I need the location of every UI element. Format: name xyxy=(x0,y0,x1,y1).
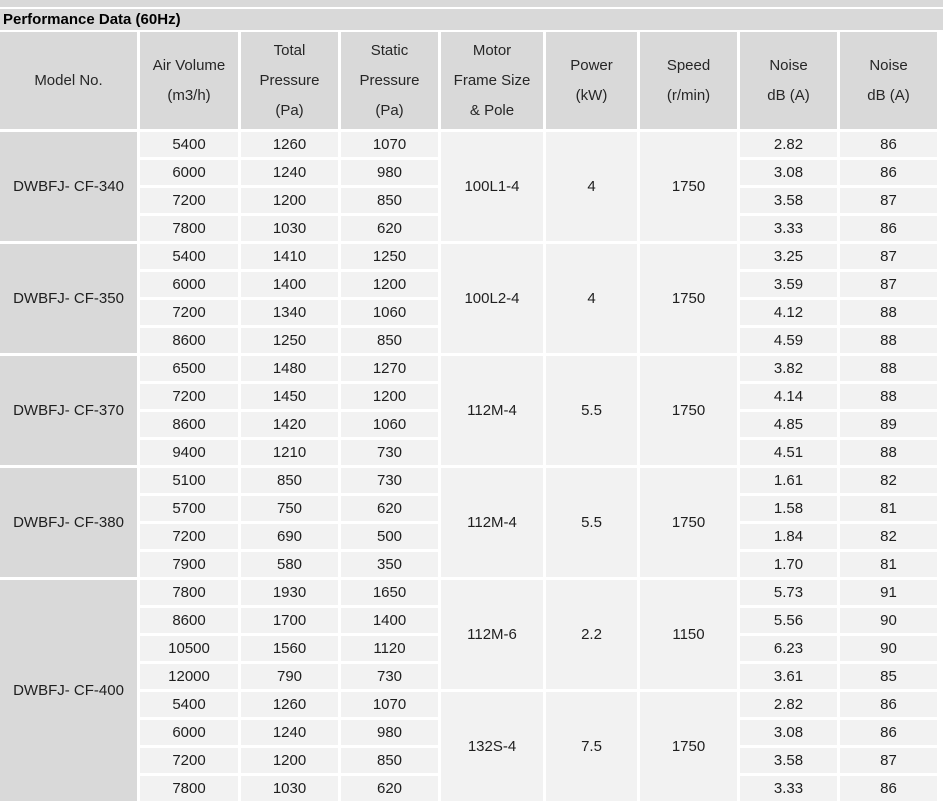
noise-2-cell: 88 xyxy=(840,328,937,353)
motor-frame-cell: 112M-6 xyxy=(441,580,543,689)
motor-frame-cell: 100L1-4 xyxy=(441,132,543,241)
air-volume-cell: 6000 xyxy=(140,720,238,745)
column-header-speed xyxy=(640,32,737,129)
total-pressure-cell: 580 xyxy=(241,552,338,577)
noise-cell: 4.59 xyxy=(740,328,837,353)
noise-cell: 4.51 xyxy=(740,440,837,465)
noise-cell: 3.58 xyxy=(740,188,837,213)
speed-cell: 1750 xyxy=(640,692,737,801)
section-title-bar xyxy=(0,9,943,30)
noise-cell: 1.84 xyxy=(740,524,837,549)
air-volume-cell: 5400 xyxy=(140,692,238,717)
noise-2-cell: 82 xyxy=(840,524,937,549)
noise-cell: 3.33 xyxy=(740,776,837,801)
noise-cell: 3.58 xyxy=(740,748,837,773)
noise-cell: 3.61 xyxy=(740,664,837,689)
noise-cell: 5.56 xyxy=(740,608,837,633)
column-header-air xyxy=(140,32,238,129)
air-volume-cell: 7200 xyxy=(140,300,238,325)
total-pressure-cell: 1410 xyxy=(241,244,338,269)
air-volume-cell: 5400 xyxy=(140,244,238,269)
air-volume-cell: 7200 xyxy=(140,748,238,773)
total-pressure-cell: 1240 xyxy=(241,160,338,185)
static-pressure-cell: 1200 xyxy=(341,272,438,297)
noise-2-cell: 88 xyxy=(840,356,937,381)
static-pressure-cell: 730 xyxy=(341,468,438,493)
model-cell: DWBFJ- CF-370 xyxy=(0,356,137,465)
noise-cell: 6.23 xyxy=(740,636,837,661)
total-pressure-cell: 1400 xyxy=(241,272,338,297)
column-header-power xyxy=(546,32,637,129)
static-pressure-cell: 730 xyxy=(341,664,438,689)
total-pressure-cell: 1260 xyxy=(241,692,338,717)
noise-2-cell: 87 xyxy=(840,188,937,213)
noise-2-cell: 85 xyxy=(840,664,937,689)
speed-cell: 1750 xyxy=(640,244,737,353)
total-pressure-cell: 1260 xyxy=(241,132,338,157)
static-pressure-cell: 1060 xyxy=(341,412,438,437)
column-header-static xyxy=(341,32,438,129)
air-volume-cell: 7900 xyxy=(140,552,238,577)
performance-table xyxy=(0,29,940,804)
air-volume-cell: 8600 xyxy=(140,328,238,353)
static-pressure-cell: 980 xyxy=(341,720,438,745)
column-header-line: (r/min) xyxy=(666,86,711,104)
power-cell: 4 xyxy=(546,244,637,353)
air-volume-cell: 7200 xyxy=(140,384,238,409)
static-pressure-cell: 850 xyxy=(341,328,438,353)
static-pressure-cell: 980 xyxy=(341,160,438,185)
air-volume-cell: 9400 xyxy=(140,440,238,465)
table-row xyxy=(0,580,937,605)
noise-cell: 4.85 xyxy=(740,412,837,437)
noise-2-cell: 86 xyxy=(840,776,937,801)
noise-cell: 3.08 xyxy=(740,160,837,185)
column-header-line: Air Volume xyxy=(152,56,226,74)
noise-2-cell: 86 xyxy=(840,692,937,717)
static-pressure-cell: 1650 xyxy=(341,580,438,605)
column-header-line: Motor xyxy=(472,41,512,59)
column-header-line: dB (A) xyxy=(867,86,910,104)
air-volume-cell: 12000 xyxy=(140,664,238,689)
top-divider-bar xyxy=(0,0,943,7)
total-pressure-cell: 1420 xyxy=(241,412,338,437)
total-pressure-cell: 1480 xyxy=(241,356,338,381)
noise-cell: 4.14 xyxy=(740,384,837,409)
static-pressure-cell: 1060 xyxy=(341,300,438,325)
noise-cell: 1.61 xyxy=(740,468,837,493)
noise-2-cell: 87 xyxy=(840,272,937,297)
noise-2-cell: 88 xyxy=(840,384,937,409)
static-pressure-cell: 1120 xyxy=(341,636,438,661)
motor-frame-cell: 132S-4 xyxy=(441,692,543,801)
noise-2-cell: 88 xyxy=(840,300,937,325)
noise-2-cell: 87 xyxy=(840,244,937,269)
column-header-total xyxy=(241,32,338,129)
power-cell: 2.2 xyxy=(546,580,637,689)
column-header-line: Pressure xyxy=(259,71,320,89)
column-header-motor xyxy=(441,32,543,129)
noise-cell: 3.33 xyxy=(740,216,837,241)
model-cell: DWBFJ- CF-380 xyxy=(0,468,137,577)
speed-cell: 1150 xyxy=(640,580,737,689)
model-cell: DWBFJ- CF-340 xyxy=(0,132,137,241)
air-volume-cell: 5700 xyxy=(140,496,238,521)
static-pressure-cell: 620 xyxy=(341,216,438,241)
motor-frame-cell: 100L2-4 xyxy=(441,244,543,353)
noise-cell: 3.82 xyxy=(740,356,837,381)
column-header-line: (Pa) xyxy=(375,101,404,119)
total-pressure-cell: 790 xyxy=(241,664,338,689)
column-header-line: Static xyxy=(370,41,409,59)
static-pressure-cell: 620 xyxy=(341,776,438,801)
air-volume-cell: 10500 xyxy=(140,636,238,661)
static-pressure-cell: 620 xyxy=(341,496,438,521)
model-cell: DWBFJ- CF-350 xyxy=(0,244,137,353)
air-volume-cell: 8600 xyxy=(140,608,238,633)
speed-cell: 1750 xyxy=(640,132,737,241)
noise-cell: 1.58 xyxy=(740,496,837,521)
noise-2-cell: 90 xyxy=(840,608,937,633)
static-pressure-cell: 1250 xyxy=(341,244,438,269)
total-pressure-cell: 850 xyxy=(241,468,338,493)
static-pressure-cell: 1070 xyxy=(341,692,438,717)
noise-cell: 2.82 xyxy=(740,132,837,157)
column-header-line: & Pole xyxy=(469,101,515,119)
air-volume-cell: 7800 xyxy=(140,580,238,605)
air-volume-cell: 5400 xyxy=(140,132,238,157)
static-pressure-cell: 1070 xyxy=(341,132,438,157)
static-pressure-cell: 500 xyxy=(341,524,438,549)
noise-2-cell: 81 xyxy=(840,552,937,577)
static-pressure-cell: 1400 xyxy=(341,608,438,633)
total-pressure-cell: 1250 xyxy=(241,328,338,353)
total-pressure-cell: 1200 xyxy=(241,748,338,773)
noise-cell: 4.12 xyxy=(740,300,837,325)
table-row xyxy=(0,692,937,717)
performance-table-wrapper xyxy=(0,29,943,804)
noise-cell: 5.73 xyxy=(740,580,837,605)
noise-2-cell: 86 xyxy=(840,216,937,241)
table-row xyxy=(0,468,937,493)
model-cell: DWBFJ- CF-400 xyxy=(0,580,137,801)
power-cell: 5.5 xyxy=(546,356,637,465)
total-pressure-cell: 1450 xyxy=(241,384,338,409)
power-cell: 4 xyxy=(546,132,637,241)
column-header-line: Pressure xyxy=(359,71,420,89)
total-pressure-cell: 1340 xyxy=(241,300,338,325)
air-volume-cell: 6500 xyxy=(140,356,238,381)
column-header-line: Frame Size xyxy=(453,71,531,89)
column-header-line: Noise xyxy=(769,56,808,74)
air-volume-cell: 6000 xyxy=(140,160,238,185)
air-volume-cell: 6000 xyxy=(140,272,238,297)
motor-frame-cell: 112M-4 xyxy=(441,468,543,577)
static-pressure-cell: 1200 xyxy=(341,384,438,409)
noise-cell: 3.08 xyxy=(740,720,837,745)
total-pressure-cell: 1240 xyxy=(241,720,338,745)
table-body xyxy=(0,132,937,801)
column-header-line: (m3/h) xyxy=(167,86,211,104)
total-pressure-cell: 690 xyxy=(241,524,338,549)
air-volume-cell: 7200 xyxy=(140,524,238,549)
static-pressure-cell: 350 xyxy=(341,552,438,577)
static-pressure-cell: 730 xyxy=(341,440,438,465)
noise-2-cell: 86 xyxy=(840,132,937,157)
noise-2-cell: 90 xyxy=(840,636,937,661)
total-pressure-cell: 1700 xyxy=(241,608,338,633)
total-pressure-cell: 750 xyxy=(241,496,338,521)
air-volume-cell: 7200 xyxy=(140,188,238,213)
total-pressure-cell: 1030 xyxy=(241,216,338,241)
total-pressure-cell: 1210 xyxy=(241,440,338,465)
column-header-noise1 xyxy=(740,32,837,129)
noise-2-cell: 86 xyxy=(840,160,937,185)
column-header-line: Power xyxy=(570,56,613,74)
speed-cell: 1750 xyxy=(640,356,737,465)
noise-2-cell: 87 xyxy=(840,748,937,773)
noise-2-cell: 81 xyxy=(840,496,937,521)
column-header-line: (kW) xyxy=(575,86,608,104)
table-row xyxy=(0,244,937,269)
column-header-model xyxy=(0,32,137,129)
air-volume-cell: 8600 xyxy=(140,412,238,437)
noise-cell: 2.82 xyxy=(740,692,837,717)
motor-frame-cell: 112M-4 xyxy=(441,356,543,465)
column-header-noise2 xyxy=(840,32,937,129)
static-pressure-cell: 1270 xyxy=(341,356,438,381)
total-pressure-cell: 1200 xyxy=(241,188,338,213)
static-pressure-cell: 850 xyxy=(341,748,438,773)
page-title: Performance Data (60Hz) xyxy=(3,11,181,28)
air-volume-cell: 5100 xyxy=(140,468,238,493)
column-header-line: Total xyxy=(273,41,306,59)
static-pressure-cell: 850 xyxy=(341,188,438,213)
noise-cell: 3.25 xyxy=(740,244,837,269)
air-volume-cell: 7800 xyxy=(140,776,238,801)
power-cell: 7.5 xyxy=(546,692,637,801)
total-pressure-cell: 1930 xyxy=(241,580,338,605)
total-pressure-cell: 1560 xyxy=(241,636,338,661)
column-header-line: dB (A) xyxy=(767,86,810,104)
column-header-line: (Pa) xyxy=(275,101,304,119)
noise-2-cell: 91 xyxy=(840,580,937,605)
table-row xyxy=(0,356,937,381)
table-row xyxy=(0,132,937,157)
noise-2-cell: 89 xyxy=(840,412,937,437)
noise-2-cell: 88 xyxy=(840,440,937,465)
air-volume-cell: 7800 xyxy=(140,216,238,241)
column-header-line: Speed xyxy=(666,56,711,74)
power-cell: 5.5 xyxy=(546,468,637,577)
column-header-line: Noise xyxy=(869,56,908,74)
total-pressure-cell: 1030 xyxy=(241,776,338,801)
noise-2-cell: 86 xyxy=(840,720,937,745)
noise-cell: 1.70 xyxy=(740,552,837,577)
column-header-line: Model No. xyxy=(34,71,103,89)
table-header-row xyxy=(0,32,937,129)
speed-cell: 1750 xyxy=(640,468,737,577)
noise-2-cell: 82 xyxy=(840,468,937,493)
noise-cell: 3.59 xyxy=(740,272,837,297)
